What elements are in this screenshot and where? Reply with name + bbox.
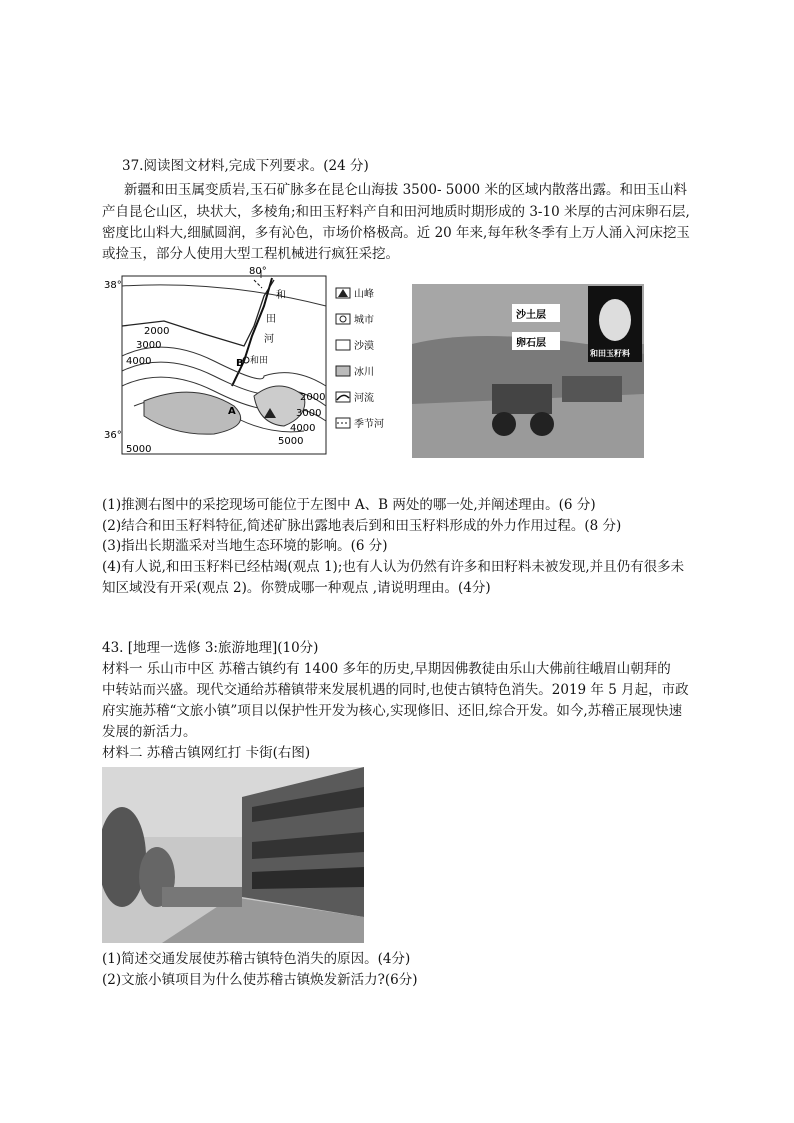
legend-item: 河流	[354, 393, 374, 404]
point-a-label: A	[228, 406, 236, 417]
point-b-label: B	[236, 358, 244, 369]
q43-para-line: 府实施苏稽“文旅小镇”项目以保护性开发为核心,实现修旧、还旧,综合开发。如今,苏稽正展现快速	[102, 703, 683, 719]
river-label: 田	[266, 314, 276, 325]
topographic-map	[104, 266, 404, 458]
contour-label: 2000	[144, 326, 170, 337]
contour-label: 2000	[300, 392, 326, 403]
gravel-layer-label: 卵石层	[516, 338, 546, 349]
q37-question: (3)指出长期滥采对当地生态环境的影响。(6 分)	[102, 538, 388, 554]
q37-question: (2)结合和田玉籽料特征,简述矿脉出露地表后到和田玉籽料形成的外力作用过程。(8 分)	[102, 518, 622, 534]
longitude-label: 80°	[249, 266, 267, 277]
river-label-top: 和	[276, 290, 286, 301]
q43-para-line: 中转站而兴盛。现代交通给苏稽镇带来发展机遇的同时,也使古镇特色消失。2019 年 5 月起，市政	[102, 682, 689, 698]
legend-item: 沙漠	[354, 341, 374, 352]
legend-item: 山峰	[354, 289, 374, 300]
city-label: 和田	[250, 356, 269, 366]
q37-para-line: 或捡玉，部分人使用大型工程机械进行疯狂采挖。	[102, 246, 399, 262]
q37-para-line: 产自昆仑山区，块状大，多棱角;和田玉籽料产自和田河地质时期形成的 3-10 米厚的古河床卵石层,	[102, 204, 690, 220]
jade-label: 和田玉籽料	[590, 349, 630, 358]
legend-item: 季节河	[354, 419, 384, 430]
contour-label: 4000	[290, 423, 316, 434]
q37-para-line: 新疆和田玉属变质岩,玉石矿脉多在昆仑山海拔 3500- 5000 米的区域内散落出露。和田玉山料	[124, 182, 687, 198]
excavation-photo	[412, 284, 644, 458]
contour-label: 4000	[126, 356, 152, 367]
river-label: 河	[264, 334, 274, 345]
q43-para-line: 材料二 苏稽古镇网红打 卡街(右图)	[102, 745, 311, 761]
latitude-top-label: 38°	[104, 280, 122, 291]
latitude-bottom-label: 36°	[104, 430, 122, 441]
contour-label: 5000	[278, 436, 304, 447]
q37-question: 知区域没有开采(观点 2)。你赞成哪一种观点 ,请说明理由。(4分)	[102, 580, 491, 596]
q37-question: (4)有人说,和田玉籽料已经枯竭(观点 1);也有人认为仍然有许多和田籽料未被发现,并且仍有很多未	[102, 559, 685, 575]
contour-label: 3000	[296, 408, 322, 419]
q43-question: (1)简述交通发展使苏稽古镇特色消失的原因。(4分)	[102, 951, 411, 967]
q37-para-line: 密度比山料大,细腻圆润，多有沁色，市场价格极高。近 20 年来,每年秋冬季有上万人涌入河床挖玉	[102, 225, 690, 241]
q37-question: (1)推测右图中的采挖现场可能位于左图中 A、B 两处的哪一处,并阐述理由。(6 分)	[102, 497, 596, 513]
sand-layer-label: 沙土层	[516, 310, 546, 321]
contour-label: 5000	[126, 444, 152, 455]
contour-label: 3000	[136, 340, 162, 351]
legend	[336, 287, 384, 430]
q37-title: 37.阅读图文材料,完成下列要求。(24 分)	[122, 158, 369, 174]
q43-para-line: 发展的新活力。	[102, 724, 197, 740]
q43-para-line: 材料一 乐山市中区 苏稽古镇约有 1400 多年的历史,早期因佛教徒由乐山大佛前往峨眉山朝拜的	[102, 661, 671, 677]
legend-item: 冰川	[354, 367, 374, 378]
q43-title: 43. [地理一选修 3:旅游地理](10分)	[102, 640, 319, 656]
q43-question: (2)文旅小镇项目为什么使苏稽古镇焕发新活力?(6分)	[102, 972, 418, 988]
legend-item: 城市	[354, 315, 374, 326]
street-photo	[102, 767, 364, 943]
